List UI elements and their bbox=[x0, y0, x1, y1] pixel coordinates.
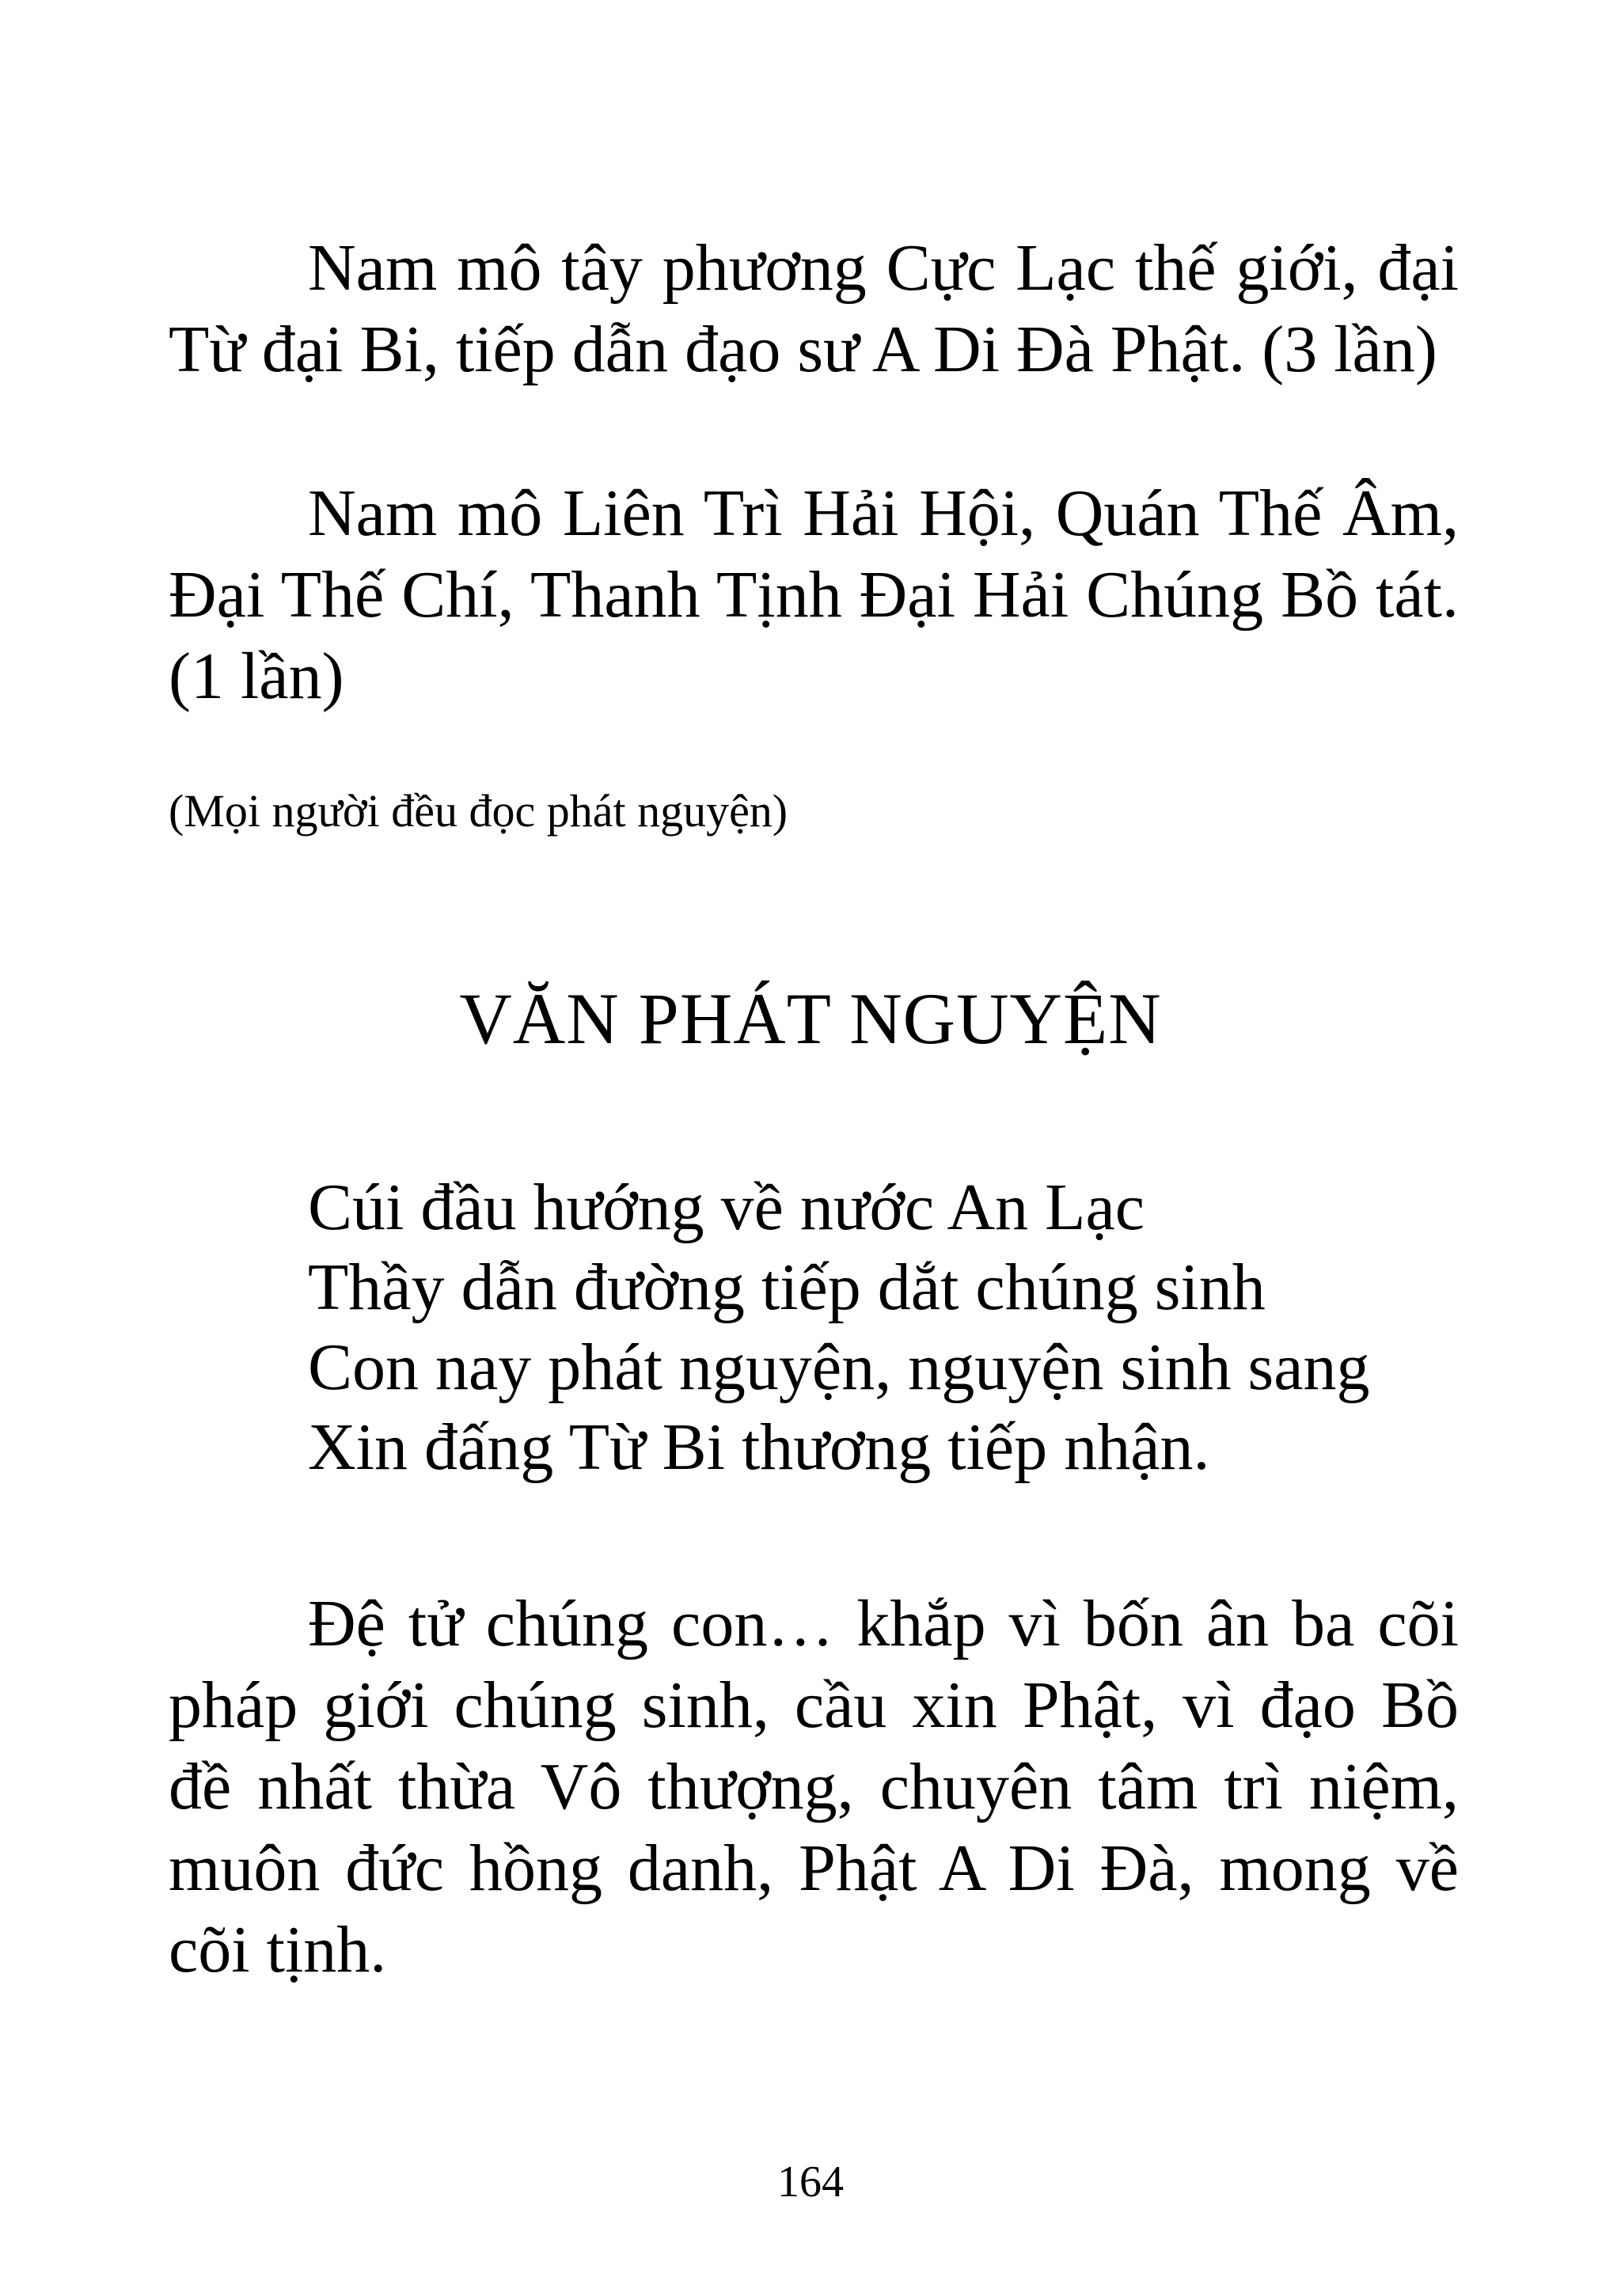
page-number: 164 bbox=[777, 2157, 844, 2207]
invocation-paragraph-lotus-assembly: Nam mô Liên Trì Hải Hội, Quán Thế Âm, Đại Thế Chí, Thanh Tịnh Đại Hải Chúng Bồ tát. (1 lần) bbox=[169, 476, 1459, 713]
verse-line: Cúi đầu hướng về nước An Lạc bbox=[308, 1171, 1145, 1244]
instruction-note: (Mọi người đều đọc phát nguyện) bbox=[169, 785, 788, 837]
vow-paragraph: Đệ tử chúng con… khắp vì bốn ân ba cõi pháp giới chúng sinh, cầu xin Phật, vì đạo Bồ đề nhất thừa Vô thượng, chuyên tâm trì niệm, muôn đức hồng danh, Phật A Di Đà, mong về cõi tịnh. bbox=[169, 1587, 1459, 1987]
verse-line: Xin đấng Từ Bi thương tiếp nhận. bbox=[308, 1410, 1210, 1484]
section-title: VĂN PHÁT NGUYỆN bbox=[459, 978, 1162, 1059]
verse-block bbox=[308, 1167, 1370, 1487]
verse-line: Thầy dẫn đường tiếp dắt chúng sinh bbox=[308, 1250, 1266, 1324]
verse-line: Con nay phát nguyện, nguyện sinh sang bbox=[308, 1330, 1370, 1404]
invocation-paragraph-amitabha: Nam mô tây phương Cực Lạc thế giới, đại Từ đại Bi, tiếp dẫn đạo sư A Di Đà Phật. (3 lần) bbox=[169, 231, 1459, 386]
